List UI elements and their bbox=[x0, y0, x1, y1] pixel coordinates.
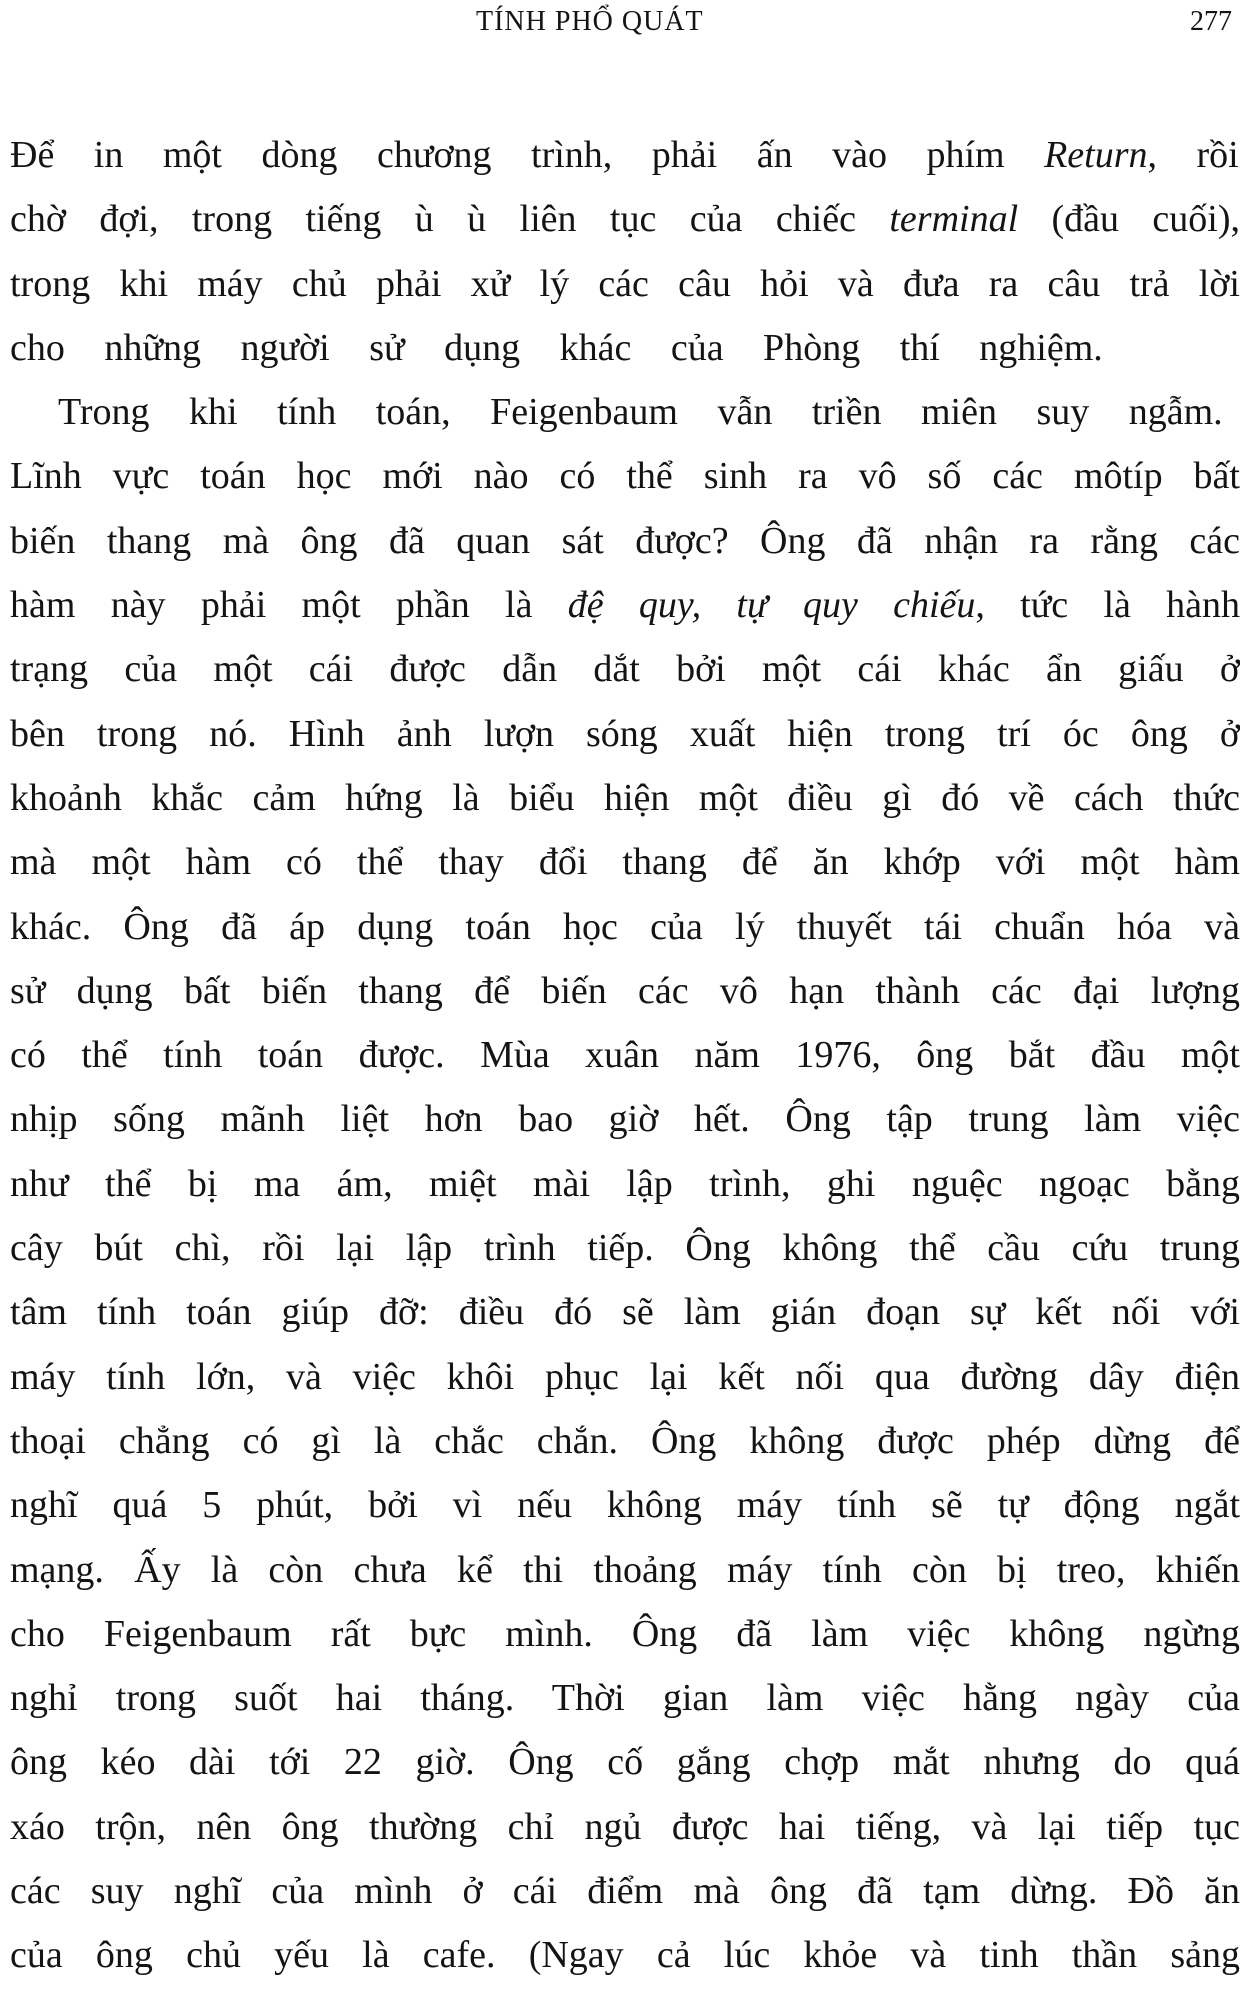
text-line bbox=[10, 316, 1240, 380]
text-segment: (đầu cuối), bbox=[1018, 198, 1240, 241]
page-header bbox=[0, 6, 1248, 42]
text-line bbox=[10, 637, 1240, 701]
text-segment: trạng của một cái được dẫn dắt bởi một cái khác ẩn giấu ở bbox=[10, 648, 1240, 691]
text-segment: chờ đợi, trong tiếng ù ù liên tục của chiếc bbox=[10, 198, 890, 241]
text-line bbox=[10, 1023, 1240, 1087]
text-segment: mà một hàm có thể thay đổi thang để ăn khớp với một hàm bbox=[10, 841, 1240, 884]
running-title: TÍNH PHỔ QUÁT bbox=[476, 6, 704, 37]
text-segment: sử dụng bất biến thang để biến các vô hạn thành các đại lượng bbox=[10, 969, 1240, 1012]
italic-term: Return bbox=[1044, 134, 1148, 176]
text-line bbox=[10, 895, 1240, 959]
text-segment: Trong khi tính toán, Feigenbaum vẫn triền miên suy ngẫm. bbox=[58, 391, 1223, 434]
text-segment: trong khi máy chủ phải xử lý các câu hỏi và đưa ra câu trả lời bbox=[10, 262, 1240, 305]
text-line bbox=[10, 187, 1240, 251]
text-segment: xáo trộn, nên ông thường chỉ ngủ được hai tiếng, và lại tiếp tục bbox=[10, 1805, 1240, 1848]
text-line bbox=[10, 1538, 1240, 1602]
text-segment: cho những người sử dụng khác của Phòng thí nghiệm. bbox=[10, 326, 1103, 369]
text-line bbox=[10, 380, 1240, 444]
text-segment: Lĩnh vực toán học mới nào có thể sinh ra vô số các môtíp bất bbox=[10, 455, 1240, 498]
text-segment: , rồi bbox=[1147, 134, 1239, 176]
text-line bbox=[10, 1859, 1240, 1923]
text-line bbox=[10, 959, 1240, 1023]
text-segment: tâm tính toán giúp đỡ: điều đó sẽ làm gián đoạn sự kết nối với bbox=[10, 1291, 1240, 1334]
text-segment: nghỉ trong suốt hai tháng. Thời gian làm việc hằng ngày của bbox=[10, 1677, 1240, 1720]
text-line bbox=[10, 1666, 1240, 1730]
text-segment: biến thang mà ông đã quan sát được? Ông đã nhận ra rằng các bbox=[10, 519, 1240, 562]
text-line bbox=[10, 1923, 1240, 1987]
text-line bbox=[10, 1473, 1240, 1537]
text-segment: bên trong nó. Hình ảnh lượn sóng xuất hiện trong trí óc ông ở bbox=[10, 712, 1240, 755]
text-line bbox=[10, 1795, 1240, 1859]
text-line bbox=[10, 1280, 1240, 1344]
text-line bbox=[10, 252, 1240, 316]
text-line bbox=[10, 1216, 1240, 1280]
text-line bbox=[10, 509, 1240, 573]
body-text bbox=[10, 123, 1240, 1988]
text-segment: như thể bị ma ám, miệt mài lập trình, ghi nguệc ngoạc bằng bbox=[10, 1162, 1240, 1205]
text-line bbox=[10, 1087, 1240, 1151]
text-segment: có thể tính toán được. Mùa xuân năm 1976, ông bắt đầu một bbox=[10, 1034, 1240, 1077]
italic-term: đệ quy, tự quy chiếu bbox=[567, 584, 976, 627]
text-segment: nghĩ quá 5 phút, bởi vì nếu không máy tính sẽ tự động ngắt bbox=[10, 1484, 1240, 1527]
text-segment: khoảnh khắc cảm hứng là biểu hiện một điều gì đó về cách thức bbox=[10, 776, 1240, 819]
text-line bbox=[10, 1152, 1240, 1216]
text-line bbox=[10, 766, 1240, 830]
text-segment: máy tính lớn, và việc khôi phục lại kết nối qua đường dây điện bbox=[10, 1355, 1240, 1398]
text-segment: thoại chẳng có gì là chắc chắn. Ông không được phép dừng để bbox=[10, 1419, 1240, 1462]
text-segment: cây bút chì, rồi lại lập trình tiếp. Ông không thể cầu cứu trung bbox=[10, 1227, 1240, 1270]
text-segment: mạng. Ấy là còn chưa kể thi thoảng máy tính còn bị treo, khiến bbox=[10, 1548, 1240, 1591]
text-segment: khác. Ông đã áp dụng toán học của lý thuyết tái chuẩn hóa và bbox=[10, 905, 1240, 948]
text-segment: hàm này phải một phần là bbox=[10, 584, 568, 627]
text-line bbox=[10, 830, 1240, 894]
text-line bbox=[10, 1730, 1240, 1794]
text-segment: của ông chủ yếu là cafe. (Ngay cả lúc khỏe và tinh thần sảng bbox=[10, 1934, 1240, 1977]
text-line bbox=[10, 1409, 1240, 1473]
text-line bbox=[10, 573, 1240, 637]
text-line bbox=[10, 1602, 1240, 1666]
text-segment: ông kéo dài tới 22 giờ. Ông cố gắng chợp mắt nhưng do quá bbox=[10, 1741, 1240, 1784]
text-segment: các suy nghĩ của mình ở cái điểm mà ông đã tạm dừng. Đồ ăn bbox=[10, 1870, 1240, 1913]
text-segment: Để in một dòng chương trình, phải ấn vào phím bbox=[10, 134, 1045, 176]
text-line bbox=[10, 444, 1240, 508]
text-segment: , tức là hành bbox=[975, 584, 1240, 627]
text-line bbox=[10, 702, 1240, 766]
text-segment: cho Feigenbaum rất bực mình. Ông đã làm việc không ngừng bbox=[10, 1612, 1240, 1655]
text-segment: nhịp sống mãnh liệt hơn bao giờ hết. Ông tập trung làm việc bbox=[10, 1098, 1240, 1141]
text-line bbox=[10, 123, 1240, 187]
text-line bbox=[10, 1345, 1240, 1409]
italic-term: terminal bbox=[889, 198, 1019, 241]
page-number: 277 bbox=[1190, 6, 1232, 37]
